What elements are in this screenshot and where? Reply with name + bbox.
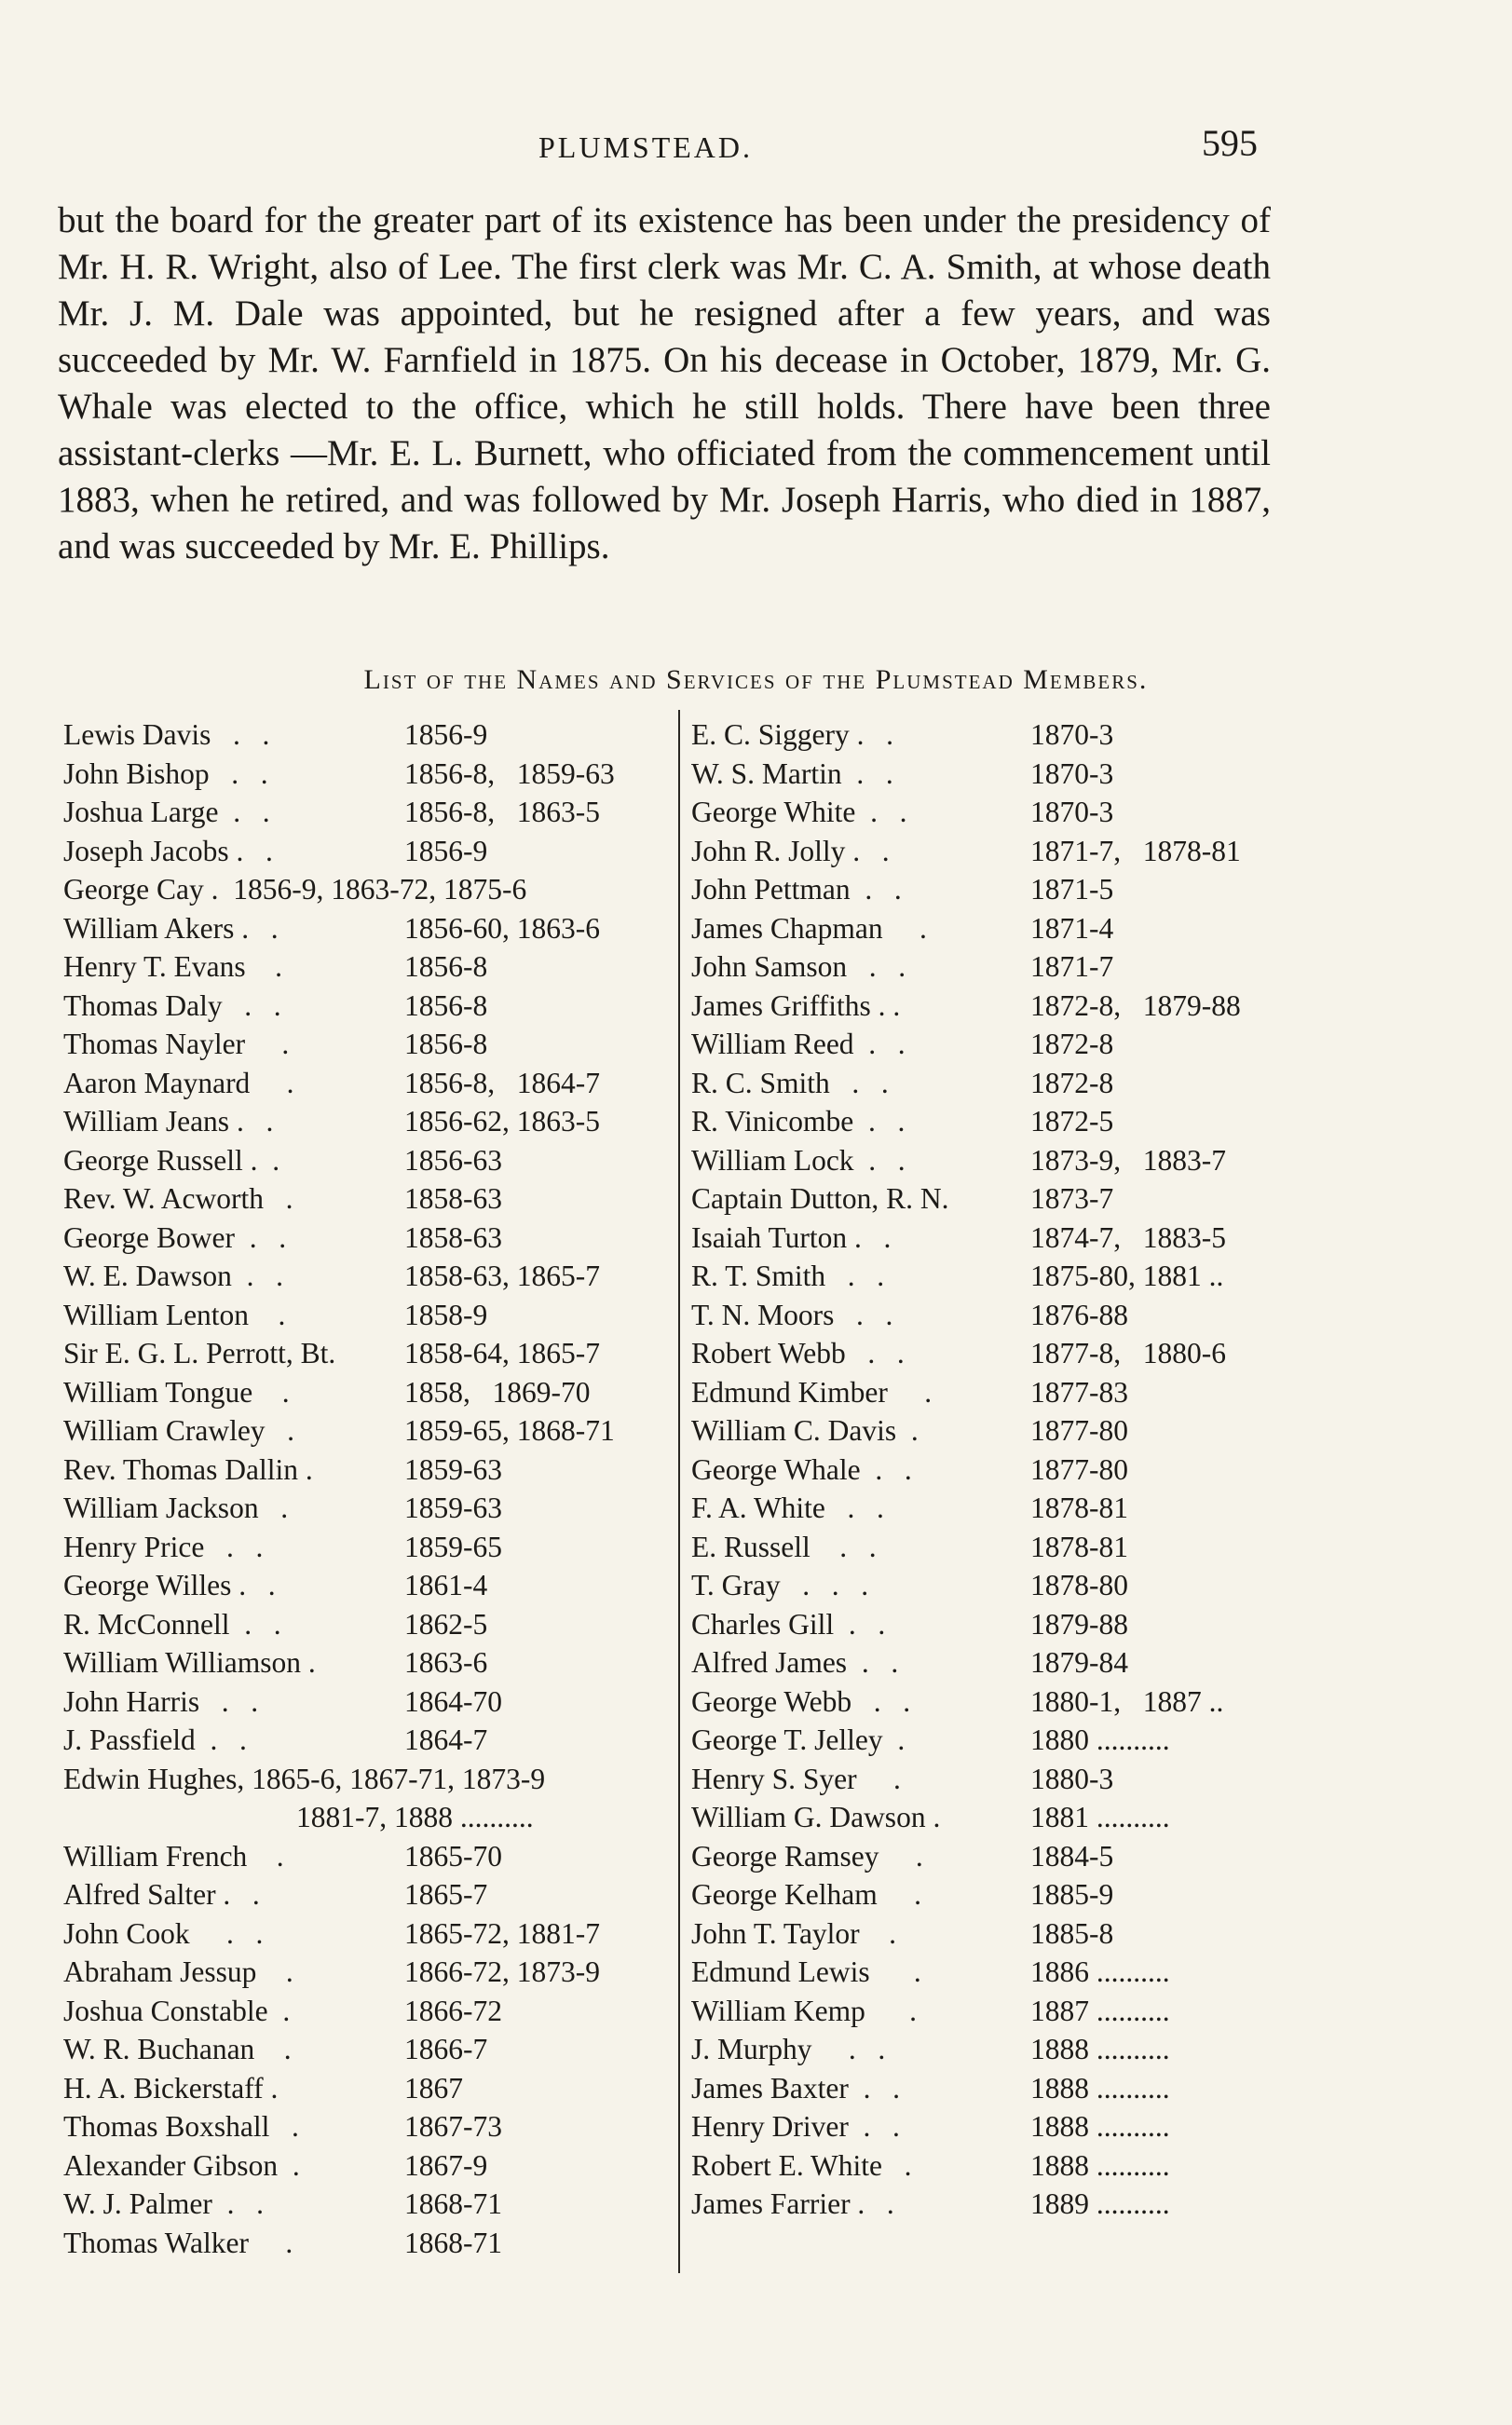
member-name: Rev. W. Acworth . — [63, 1182, 293, 1215]
member-row — [63, 1102, 669, 1141]
member-row — [63, 1760, 669, 1799]
member-name: E. Russell . . — [691, 1530, 877, 1563]
member-years: 1862-5 — [404, 1607, 488, 1641]
member-years: 1865-70 — [404, 1839, 502, 1873]
member-years: 1858-9 — [404, 1298, 488, 1331]
member-name: George Willes . . — [63, 1569, 276, 1601]
member-name: George Whale . . — [691, 1452, 912, 1486]
member-row — [691, 2185, 1287, 2224]
member-years: 1856-60, 1863-6 — [404, 911, 600, 945]
member-row — [63, 1257, 669, 1296]
member-name: Joshua Large . . — [63, 796, 270, 828]
member-name: R. McConnell . . — [63, 1607, 281, 1641]
member-row — [63, 1953, 669, 1992]
member-row — [63, 1605, 669, 1644]
member-row — [691, 1257, 1287, 1296]
member-years: 1875-80, 1881 .. — [1030, 1260, 1224, 1292]
member-years: 1856-9 — [404, 834, 488, 867]
member-years: 1856-8 — [404, 950, 488, 983]
member-years: 1880-1, 1887 .. — [1030, 1684, 1224, 1718]
member-row — [691, 1837, 1287, 1876]
member-name: George Kelham . — [691, 1878, 921, 1911]
member-years: 1856-62, 1863-5 — [404, 1105, 600, 1138]
member-years: 1886 .......... — [1030, 1955, 1170, 1988]
member-name: Henry Driver . . — [691, 2110, 900, 2143]
member-years: 1863-6 — [404, 1646, 488, 1679]
member-name: T. Gray . . . — [691, 1569, 869, 1601]
member-years: 1867-73 — [404, 2110, 502, 2143]
member-row — [63, 1451, 669, 1490]
member-row — [63, 1334, 669, 1373]
member-years: 1879-84 — [1030, 1646, 1128, 1679]
member-name: R. T. Smith . . — [691, 1260, 885, 1292]
member-row — [691, 1025, 1287, 1064]
member-name: Henry Price . . — [63, 1530, 264, 1563]
member-name: Alexander Gibson . — [63, 2148, 300, 2182]
member-years: 1871-7 — [1030, 950, 1114, 983]
members-right-column — [691, 715, 1287, 2224]
member-row — [691, 1875, 1287, 1914]
column-divider — [678, 710, 680, 2273]
member-years: 1858-63, 1865-7 — [404, 1260, 600, 1292]
member-years: 1861-4 — [404, 1569, 488, 1601]
member-years: 1856-8, 1863-5 — [404, 796, 600, 828]
member-row — [63, 909, 669, 948]
member-name: Thomas Daly . . — [63, 988, 281, 1022]
member-years: 1876-88 — [1030, 1298, 1128, 1331]
member-row — [691, 1643, 1287, 1683]
member-name: Charles Gill . . — [691, 1607, 886, 1641]
member-years: 1874-7, 1883-5 — [1030, 1220, 1226, 1254]
member-name: William Reed . . — [691, 1028, 906, 1060]
member-row — [63, 1798, 669, 1837]
member-row — [691, 1914, 1287, 1954]
member-years: 1878-81 — [1030, 1492, 1128, 1524]
member-row — [63, 2224, 669, 2263]
member-name: Alfred Salter . . — [63, 1878, 260, 1911]
member-name: Henry S. Syer . — [691, 1762, 901, 1795]
member-years: 1888 .......... — [1030, 2110, 1170, 2143]
member-row — [63, 1721, 669, 1760]
member-name: Robert E. White . — [691, 2148, 912, 2182]
member-years: 1872-8 — [1030, 1028, 1114, 1060]
member-years: 1856-8, 1864-7 — [404, 1066, 600, 1099]
member-name: Joshua Constable . — [63, 1994, 291, 2027]
member-name: William Jackson . — [63, 1492, 289, 1524]
member-row — [63, 2069, 669, 2108]
member-row — [63, 832, 669, 871]
member-name: Lewis Davis . . — [63, 718, 270, 751]
member-name: F. A. White . . — [691, 1492, 884, 1524]
member-years: 1873-9, 1883-7 — [1030, 1143, 1226, 1177]
member-name: Edmund Lewis . — [691, 1955, 921, 1988]
member-name: William Akers . . — [63, 911, 279, 945]
member-row — [691, 909, 1287, 948]
member-row — [691, 1489, 1287, 1528]
member-row — [691, 1528, 1287, 1567]
member-row — [691, 1219, 1287, 1258]
member-years: 1864-7 — [404, 1723, 488, 1756]
member-name: Isaiah Turton . . — [691, 1220, 892, 1254]
member-years: 1872-5 — [1030, 1105, 1114, 1138]
page-header — [0, 121, 1512, 177]
member-row — [63, 1875, 669, 1914]
member-row — [63, 1643, 669, 1683]
member-row — [691, 1605, 1287, 1644]
member-years: 1885-9 — [1030, 1878, 1114, 1911]
member-name: W. S. Martin . . — [691, 756, 893, 790]
member-row — [63, 755, 669, 794]
member-row — [63, 1025, 669, 1064]
body-paragraph-block — [58, 198, 1271, 570]
member-name: Joseph Jacobs . . — [63, 834, 273, 867]
member-name: George Ramsey . — [691, 1839, 923, 1873]
member-years: 1881-7, 1888 .......... — [296, 1801, 534, 1833]
member-years: 1859-63 — [404, 1452, 502, 1486]
page-number: 595 — [1202, 122, 1258, 164]
member-years: 1856-8 — [404, 988, 488, 1022]
member-row — [691, 870, 1287, 909]
member-years: 1877-80 — [1030, 1414, 1128, 1447]
member-row — [691, 947, 1287, 987]
member-row — [63, 1528, 669, 1567]
member-years: 1879-88 — [1030, 1607, 1128, 1641]
list-title: List of the Names and Services of the Plumstead Members. — [363, 664, 1149, 695]
member-years: 1870-3 — [1030, 718, 1114, 751]
member-name: George Russell . . — [63, 1143, 280, 1177]
member-years: 1868-71 — [404, 2187, 502, 2220]
member-row — [691, 755, 1287, 794]
member-years: 1866-7 — [404, 2033, 488, 2065]
member-name: John Cook . . — [63, 1916, 264, 1950]
member-row — [691, 1760, 1287, 1799]
member-years: 1867 — [404, 2071, 463, 2105]
member-name: H. A. Bickerstaff . — [63, 2071, 279, 2105]
member-name: J. Murphy . . — [691, 2033, 886, 2065]
member-row — [691, 1179, 1287, 1219]
member-years: 1871-5 — [1030, 873, 1114, 906]
member-row — [691, 987, 1287, 1026]
member-row — [63, 870, 669, 909]
member-name: William C. Davis . — [691, 1414, 919, 1447]
member-name: John Harris . . — [63, 1684, 259, 1718]
member-row — [691, 1451, 1287, 1490]
member-name: Abraham Jessup . — [63, 1955, 293, 1988]
member-years: 1866-72 — [404, 1994, 502, 2027]
member-years: 1878-81 — [1030, 1530, 1128, 1563]
member-row — [63, 947, 669, 987]
member-row — [691, 1373, 1287, 1412]
member-name: W. J. Palmer . . — [63, 2187, 264, 2220]
member-row — [63, 1992, 669, 2031]
member-name: John Samson . . — [691, 950, 906, 983]
member-years: 1888 .......... — [1030, 2033, 1170, 2065]
member-years: 1858-63 — [404, 1182, 502, 1215]
member-name: William Jeans . . — [63, 1105, 274, 1138]
member-name: J. Passfield . . — [63, 1723, 247, 1756]
member-row — [691, 1798, 1287, 1837]
members-left-column — [63, 715, 669, 2262]
member-row — [63, 1373, 669, 1412]
member-years: 1858-64, 1865-7 — [404, 1337, 600, 1369]
member-years: 1880-3 — [1030, 1762, 1114, 1795]
member-row — [691, 2069, 1287, 2108]
member-name: R. C. Smith . . — [691, 1066, 889, 1099]
member-row — [691, 1334, 1287, 1373]
member-row — [691, 793, 1287, 832]
member-row — [63, 715, 669, 755]
member-name: John R. Jolly . . — [691, 834, 890, 867]
member-name: George White . . — [691, 796, 907, 828]
member-years: 1858, 1869-70 — [404, 1375, 591, 1409]
member-name: William French . — [63, 1839, 284, 1873]
member-row — [63, 1296, 669, 1335]
member-row — [63, 2185, 669, 2224]
member-years: 1871-4 — [1030, 911, 1114, 945]
member-name: James Baxter . . — [691, 2071, 900, 2105]
member-name: Captain Dutton, R. N. — [691, 1182, 949, 1215]
member-years: 1873-7 — [1030, 1182, 1114, 1215]
member-row — [63, 1411, 669, 1451]
member-name: John Bishop . . — [63, 756, 268, 790]
member-name: George Bower . . — [63, 1220, 287, 1254]
member-name: Thomas Nayler . — [63, 1028, 290, 1060]
member-years: 1865-72, 1881-7 — [404, 1916, 600, 1950]
member-name: Edmund Kimber . — [691, 1375, 933, 1409]
member-name: W. E. Dawson . . — [63, 1260, 283, 1292]
member-years: 1877-80 — [1030, 1452, 1128, 1486]
member-name: Sir E. G. L. Perrott, Bt. — [63, 1337, 336, 1369]
member-name: John Pettman . . — [691, 873, 902, 906]
member-row — [691, 2107, 1287, 2146]
member-years: 1859-65 — [404, 1530, 502, 1563]
member-years: 1887 .......... — [1030, 1994, 1170, 2027]
member-name: William Tongue . — [63, 1375, 290, 1409]
member-years: 1858-63 — [404, 1220, 502, 1254]
member-name: William Williamson . — [63, 1646, 316, 1679]
member-name: George T. Jelley . — [691, 1723, 906, 1756]
member-name: George Webb . . — [691, 1684, 911, 1718]
member-row — [691, 1102, 1287, 1141]
member-years: 1877-8, 1880-6 — [1030, 1337, 1226, 1369]
member-row — [63, 1683, 669, 1722]
running-title: PLUMSTEAD. — [538, 130, 754, 164]
member-years: 1865-7 — [404, 1878, 488, 1911]
member-name: Thomas Walker . — [63, 2226, 293, 2259]
member-years: 1870-3 — [1030, 756, 1114, 790]
member-row — [691, 1992, 1287, 2031]
member-row — [691, 1296, 1287, 1335]
member-name: John T. Taylor . — [691, 1916, 897, 1950]
member-row — [63, 793, 669, 832]
member-row — [691, 1141, 1287, 1180]
member-name: William Kemp . — [691, 1994, 917, 2027]
member-years: 1870-3 — [1030, 796, 1114, 828]
member-name: Aaron Maynard . — [63, 1066, 294, 1099]
member-years: 1871-7, 1878-81 — [1030, 834, 1241, 867]
member-years: 1859-63 — [404, 1492, 502, 1524]
member-years: 1878-80 — [1030, 1569, 1128, 1601]
member-name: E. C. Siggery . . — [691, 718, 893, 751]
member-row — [691, 1683, 1287, 1722]
member-years: 1877-83 — [1030, 1375, 1128, 1409]
member-name: W. R. Buchanan . — [63, 2033, 292, 2065]
member-row — [691, 715, 1287, 755]
member-row — [63, 2107, 669, 2146]
member-years: 1868-71 — [404, 2226, 502, 2259]
member-years: 1881 .......... — [1030, 1801, 1170, 1833]
member-name: James Griffiths . . — [691, 988, 901, 1022]
member-name: William Lock . . — [691, 1143, 906, 1177]
member-name: James Chapman . — [691, 911, 927, 945]
member-years: 1885-8 — [1030, 1916, 1114, 1950]
member-years: 1864-70 — [404, 1684, 502, 1718]
member-years: 1872-8 — [1030, 1066, 1114, 1099]
member-name: R. Vinicombe . . — [691, 1105, 906, 1138]
member-years: 1880 .......... — [1030, 1723, 1170, 1756]
member-row — [63, 1914, 669, 1954]
member-name: William Crawley . — [63, 1414, 295, 1447]
member-years: 1888 .......... — [1030, 2148, 1170, 2182]
member-row — [63, 1837, 669, 1876]
member-name: T. N. Moors . . — [691, 1298, 893, 1331]
member-years: 1872-8, 1879-88 — [1030, 988, 1241, 1022]
member-name: Henry T. Evans . — [63, 950, 283, 983]
member-years: 1884-5 — [1030, 1839, 1114, 1873]
member-row — [691, 1721, 1287, 1760]
member-years: 1856-9 — [404, 718, 488, 751]
member-years: 1888 .......... — [1030, 2071, 1170, 2105]
member-row — [63, 2030, 669, 2069]
member-row — [691, 1953, 1287, 1992]
member-name: Robert Webb . . — [691, 1337, 905, 1369]
member-years: 1889 .......... — [1030, 2187, 1170, 2220]
member-row — [63, 1141, 669, 1180]
member-name: George Cay . 1856-9, 1863-72, 1875-6 — [63, 873, 527, 906]
member-row — [63, 1566, 669, 1605]
member-name: William G. Dawson . — [691, 1801, 941, 1833]
member-years: 1866-72, 1873-9 — [404, 1955, 600, 1988]
member-row — [63, 1489, 669, 1528]
member-row — [691, 2146, 1287, 2186]
member-row — [63, 2146, 669, 2186]
member-row — [691, 2030, 1287, 2069]
member-years: 1867-9 — [404, 2148, 488, 2182]
member-row — [63, 987, 669, 1026]
member-row — [691, 1411, 1287, 1451]
member-years: 1856-8 — [404, 1028, 488, 1060]
member-row — [63, 1064, 669, 1103]
body-paragraph: but the board for the greater part of its existence has been under the presidency of Mr. H. R. Wright, also of Lee. The first clerk was Mr. C. A. Smith, at whose death Mr. J. M. Dale was appointed, but he resigned after a few years, and was succeeded by Mr. W. Farnfield in 1875. On his decease in October, 1879, Mr. G. Whale was elected to the office, which he still holds. There have been three assistant-clerks —Mr. E. L. Burnett, who officiated from the commencement until 1883, when he retired, and was followed by Mr. Joseph Harris, who died in 1887, and was succeeded by Mr. E. Phillips. — [58, 200, 1271, 566]
member-name: Edwin Hughes, 1865-6, 1867-71, 1873-9 — [63, 1762, 546, 1795]
member-row — [691, 1566, 1287, 1605]
member-row — [63, 1219, 669, 1258]
member-name: Alfred James . . — [691, 1646, 899, 1679]
member-years: 1856-8, 1859-63 — [404, 756, 615, 790]
member-row — [63, 1179, 669, 1219]
member-years: 1859-65, 1868-71 — [404, 1414, 615, 1447]
member-name: William Lenton . — [63, 1298, 286, 1331]
member-name: Rev. Thomas Dallin . — [63, 1452, 313, 1486]
member-name: James Farrier . . — [691, 2187, 894, 2220]
member-row — [691, 1064, 1287, 1103]
member-years: 1856-63 — [404, 1143, 502, 1177]
member-name: Thomas Boxshall . — [63, 2110, 299, 2143]
member-row — [691, 832, 1287, 871]
